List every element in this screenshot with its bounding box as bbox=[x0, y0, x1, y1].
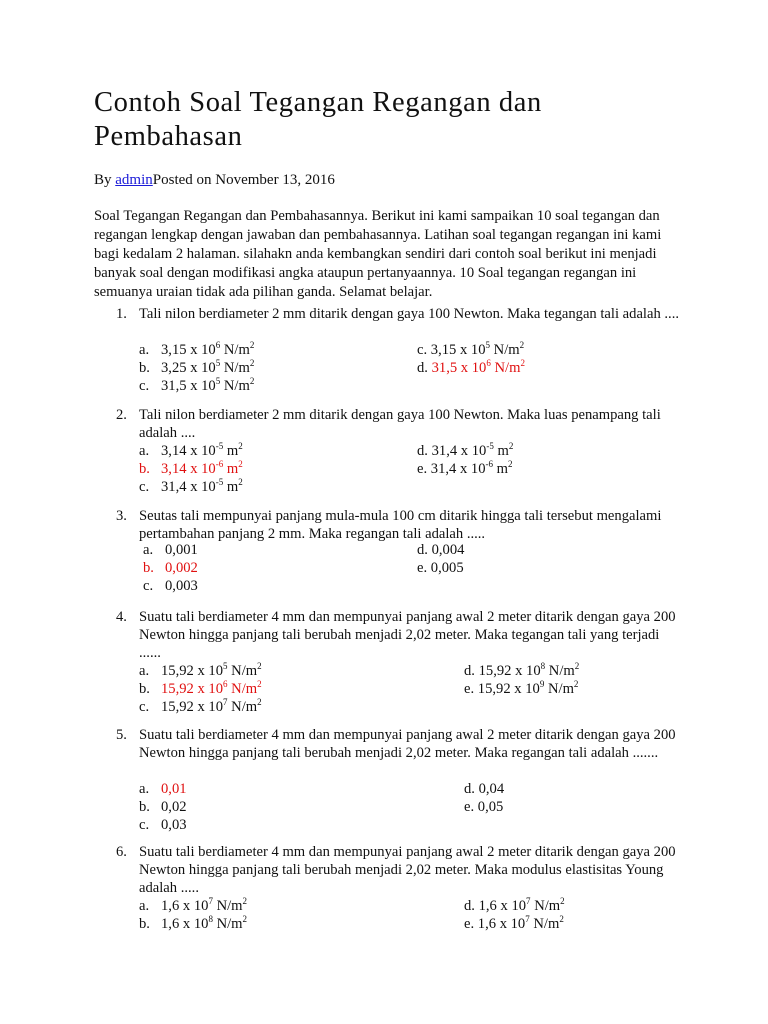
byline-by: By bbox=[94, 172, 112, 188]
option-d: d. 31,4 x $10^{-5}$ $m^2$ bbox=[417, 441, 514, 459]
question-number: 5. bbox=[116, 727, 127, 743]
option-d: d. 0,004 bbox=[417, 542, 465, 558]
byline bbox=[94, 171, 335, 190]
document-page: Contoh Soal Tegangan Regangan dan Pembahasan By adminPosted on November 13, 2016 Soal Tegangan Regangan dan Pembahasannya. Berikut ini kami sampaikan 10 soal tegangan dan regangan lengkap dengan jawaban dan pembahasannya. Latihan soal tegangan regangan ini kami bagi kedalam 2 halaman. silahakn anda kembangkan sendiri dari contoh soal berikut ini menjadi banyak soal dengan modifikasi angka ataupun pertanyaannya. 10 Soal tegangan regangan ini semuanya uraian tidak ada pilihan ganda. Selamat belajar. 1. Tali nilon berdiameter 2 mm ditarik dengan gaya 100 Newton. Maka tegangan tali adalah .... a. 3,15 x $10^6$ $N/m^2$ b. 3,25 x $10^5$ $N/m^2$ c. 31,5 x $10^5$ $N/m^2$ c. 3,15 x $10^5$ $N/m^2$ d. 31,5 x $10^6$ $N/m^2$ 2. Tali nilon berdiameter 2 mm ditarik dengan gaya 100 Newton. Maka luas penampang tali adalah .... a. 3,14 x $10^{-5}$ $m^2$ b. 3,14 x $10^{-6}$ $m^2$ c. 31,4 x $10^{-5}$ $m^2$ d. 31,4 x $10^{-5}$ $m^2$ e. 31,4 x $10^{-6}$ $m^2$ 3. Seutas tali mempunyai panjang mula-mula 100 cm ditarik hingga tali tersebut mengalami pertambahan panjang 2 mm. Maka regangan tali adalah ..... a. 0,001 b. 0,002 c. 0,003 d. 0,004 e. 0,005 4. Suatu tali berdiameter 4 mm dan mempunyai panjang awal 2 meter ditarik dengan gaya 200 Newton hingga panjang tali berubah menjadi 2,02 meter. Maka tegangan tali yang terjadi ...... a. 15,92 x $10^5$ $N/m^2$ b. 15,92 x $10^6$ $N/m^2$ c. 15,92 x $10^7$ $N/m^2$ d. 15,92 x $10^8$ $N/m^2$ e. 15,92 x $10^9$ $N/m^2$ 5. Suatu tali berdiameter 4 mm dan mempunyai panjang awal 2 meter ditarik dengan gaya 200 Newton hingga panjang tali berubah menjadi 2,02 meter. Maka regangan tali adalah ....... a. 0,01 b. 0,02 c. 0,03 d. 0,04 e. 0,05 6. Suatu tali berdiameter 4 mm dan mempunyai panjang awal 2 meter ditarik dengan gaya 200 Newton hingga panjang tali berubah menjadi 2,02 meter. Maka modulus elastisitas Young adalah ..... a. 1,6 x $10^7$ $N/m^2$ b. 1,6 x $10^8$ $N/m^2$ d. 1,6 x $10^7$ $N/m^2$ e. 1,6 x $10^7$ $N/m^2$ bbox=[0, 0, 768, 1024]
option-d: d. 0,04 bbox=[464, 781, 505, 797]
option-c-right: c. 3,15 x $10^5$ $N/m^2$ bbox=[417, 340, 525, 358]
author-link[interactable]: admin bbox=[115, 172, 153, 188]
question-text: Tali nilon berdiameter 2 mm ditarik dengan gaya 100 Newton. Maka luas penampang tali adalah .... bbox=[139, 407, 661, 441]
intro-paragraph: Soal Tegangan Regangan dan Pembahasannya. Berikut ini kami sampaikan 10 soal tegangan dan regangan lengkap dengan jawaban dan pembahasannya. Latihan soal tegangan regangan ini kami bagi kedalam 2 halaman. silahakn anda kembangkan sendiri dari contoh soal berikut ini menjadi banyak soal dengan modifikasi angka ataupun pertanyaannya. 10 Soal tegangan regangan ini semuanya uraian tidak ada pilihan ganda. Selamat belajar. bbox=[94, 208, 662, 300]
question-text: Suatu tali berdiameter 4 mm dan mempunyai panjang awal 2 meter ditarik dengan gaya 200 Newton hingga panjang tali berubah menjadi 2,02 meter. Maka modulus elastisitas Young adalah ..... bbox=[139, 844, 676, 896]
option-e: e. 1,6 x $10^7$ $N/m^2$ bbox=[464, 914, 564, 932]
question-number: 4. bbox=[116, 609, 127, 625]
correct-answer: 31,5 x $10^6$ $N/m^2$ bbox=[431, 358, 525, 376]
option-e: e. 0,005 bbox=[417, 560, 464, 576]
correct-answer: 0,01 bbox=[161, 781, 187, 797]
question-text: Suatu tali berdiameter 4 mm dan mempunyai panjang awal 2 meter ditarik dengan gaya 200 Newton hingga panjang tali berubah menjadi 2,02 meter. Maka regangan tali adalah ....... bbox=[139, 727, 676, 761]
option-d: d. 1,6 x $10^7$ $N/m^2$ bbox=[464, 896, 565, 914]
posted-date: Posted on November 13, 2016 bbox=[152, 172, 335, 188]
option-d: d. 15,92 x $10^8$ $N/m^2$ bbox=[464, 661, 580, 679]
question-number: 1. bbox=[116, 306, 127, 322]
page-title: Contoh Soal Tegangan Regangan dan Pembahasan bbox=[94, 87, 542, 152]
option-e: e. 15,92 x $10^9$ $N/m^2$ bbox=[464, 679, 579, 697]
option-d: d. 31,5 x $10^6$ $N/m^2$ bbox=[417, 358, 525, 376]
correct-answer: 3,14 x $10^{-6}$ $m^2$ bbox=[161, 459, 243, 477]
option-e: e. 31,4 x $10^{-6}$ $m^2$ bbox=[417, 459, 513, 477]
question-text: Suatu tali berdiameter 4 mm dan mempunyai panjang awal 2 meter ditarik dengan gaya 200 Newton hingga panjang tali berubah menjadi 2,02 meter. Maka tegangan tali yang terjadi ...... bbox=[139, 609, 676, 661]
question-text: Tali nilon berdiameter 2 mm ditarik dengan gaya 100 Newton. Maka tegangan tali adalah .... bbox=[139, 306, 679, 322]
option-e: e. 0,05 bbox=[464, 799, 504, 815]
correct-answer: 0,002 bbox=[165, 560, 198, 576]
question-number: 3. bbox=[116, 508, 127, 524]
question-number: 2. bbox=[116, 407, 127, 423]
question-number: 6. bbox=[116, 844, 127, 860]
correct-answer: 15,92 x $10^6$ $N/m^2$ bbox=[161, 679, 262, 697]
question-text: Seutas tali mempunyai panjang mula-mula 100 cm ditarik hingga tali tersebut mengalami pertambahan panjang 2 mm. Maka regangan tali adalah ..... bbox=[139, 508, 662, 542]
